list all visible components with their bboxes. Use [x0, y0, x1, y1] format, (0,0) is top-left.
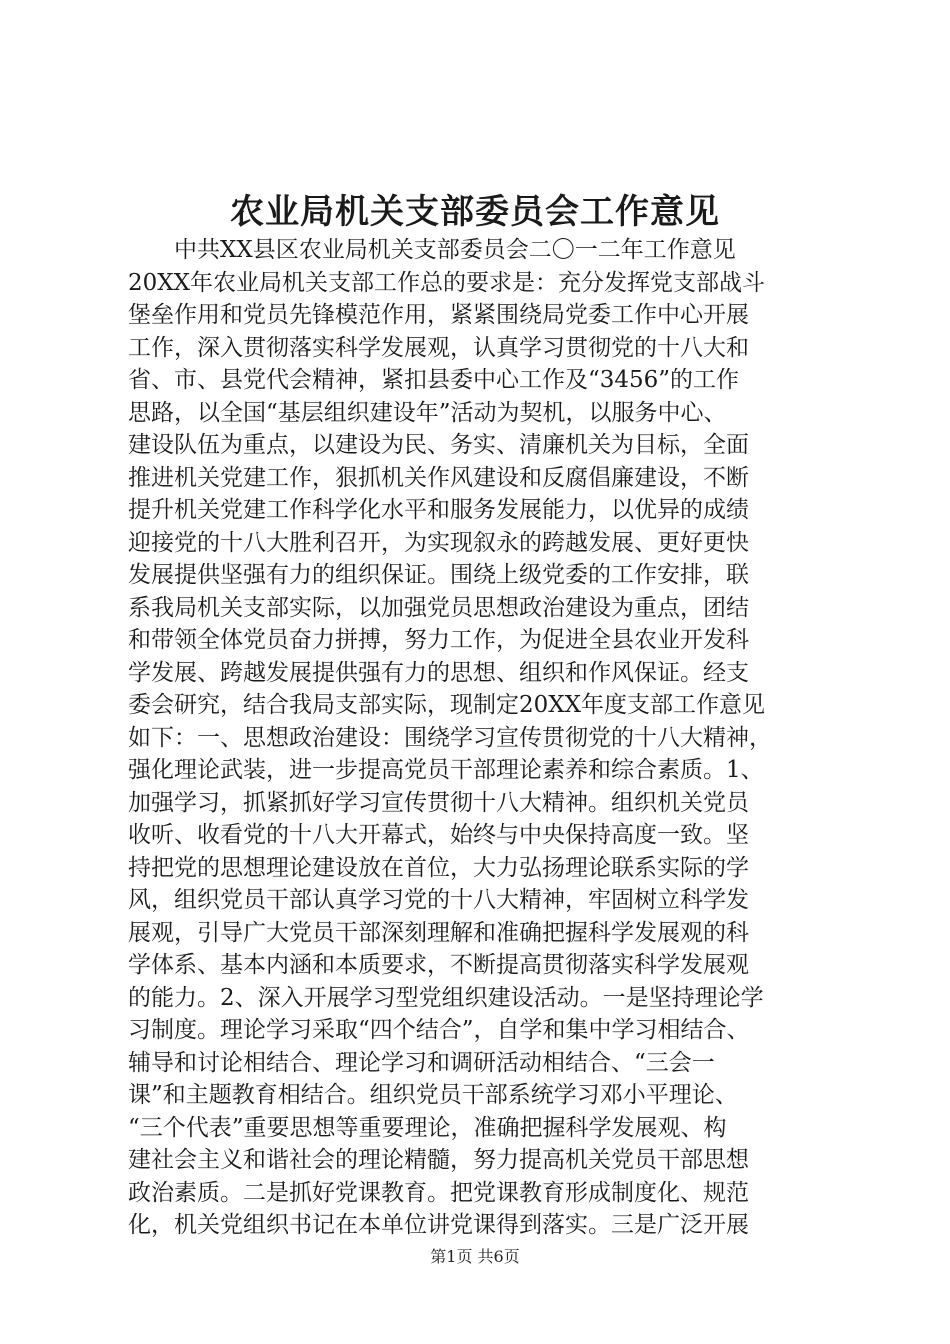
body-line: 委会研究，结合我局支部实际，现制定20XX年度支部工作意见: [128, 692, 766, 718]
body-line: 思路，以全国“基层组织建设年”活动为契机，以服务中心、: [128, 399, 727, 426]
body-line: 化，机关党组织书记在本单位讲党课得到落实。三是广泛开展: [128, 1212, 749, 1238]
body-line: 发展提供坚强有力的组织保证。围绕上级党委的工作安排，联: [128, 562, 749, 588]
body-line: 收听、收看党的十八大开幕式，始终与中央保持高度一致。坚: [128, 822, 749, 848]
body-line: 强化理论武装，进一步提高党员干部理论素养和综合素质。1、: [128, 757, 764, 783]
body-line: 的能力。2、深入开展学习型党组织建设活动。一是坚持理论学: [128, 984, 764, 1011]
body-line: 堡垒作用和党员先锋模范作用，紧紧围绕局党委工作中心开展: [128, 302, 749, 328]
body-line: 和带领全体党员奋力拼搏，努力工作，为促进全县农业开发科: [128, 627, 749, 653]
body-line: 省、市、县党代会精神，紧扣县委中心工作及“3456”的工作: [128, 367, 740, 393]
body-line: 如下：一、思想政治建设：围绕学习宣传贯彻党的十八大精神，: [128, 724, 772, 751]
body-line: 展观，引导广大党员干部深刻理解和准确把握科学发展观的科: [128, 919, 749, 946]
body-line: “三个代表”重要思想等重要理论，准确把握科学发展观、构: [128, 1114, 727, 1141]
body-line: 习制度。理论学习采取“四个结合”，自学和集中学习相结合、: [128, 1017, 750, 1043]
body-line: 工作，深入贯彻落实科学发展观，认真学习贯彻党的十八大和: [128, 334, 749, 361]
document-title: 农业局机关支部委员会工作意见: [230, 192, 720, 232]
body-line: 推进机关党建工作，狠抓机关作风建设和反腐倡廉建设，不断: [128, 464, 749, 491]
document-body: [128, 234, 828, 1242]
page-number-footer: 第1页 共6页: [430, 1247, 520, 1266]
body-line: 学体系、基本内涵和本质要求，不断提高贯彻落实科学发展观: [128, 952, 749, 978]
body-line: 建社会主义和谐社会的理论精髓，努力提高机关党员干部思想: [128, 1147, 749, 1173]
body-line: 加强学习，抓紧抓好学习宣传贯彻十八大精神。组织机关党员: [128, 789, 749, 816]
body-line: 建设队伍为重点，以建设为民、务实、清廉机关为目标，全面: [128, 432, 749, 458]
body-line: 政治素质。二是抓好党课教育。把党课教育形成制度化、规范: [128, 1179, 749, 1206]
body-line: 课”和主题教育相结合。组织党员干部系统学习邓小平理论、: [128, 1082, 738, 1108]
body-line: 迎接党的十八大胜利召开，为实现叙永的跨越发展、更好更快: [128, 529, 749, 556]
body-line: 提升机关党建工作科学化水平和服务发展能力，以优异的成绩: [128, 497, 749, 523]
body-line: 学发展、跨越发展提供强有力的思想、组织和作风保证。经支: [128, 659, 749, 686]
body-line: 辅导和讨论相结合、理论学习和调研活动相结合、“三会一: [128, 1049, 715, 1076]
body-line: 中共XX县区农业局机关支部委员会二〇一二年工作意见: [128, 237, 736, 263]
body-line: 20XX年农业局机关支部工作总的要求是：充分发挥党支部战斗: [128, 269, 766, 296]
body-line: 持把党的思想理论建设放在首位，大力弘扬理论联系实际的学: [128, 854, 749, 881]
body-line: 风，组织党员干部认真学习党的十八大精神，牢固树立科学发: [128, 887, 749, 913]
body-line: 系我局机关支部实际，以加强党员思想政治建设为重点，团结: [128, 594, 749, 621]
